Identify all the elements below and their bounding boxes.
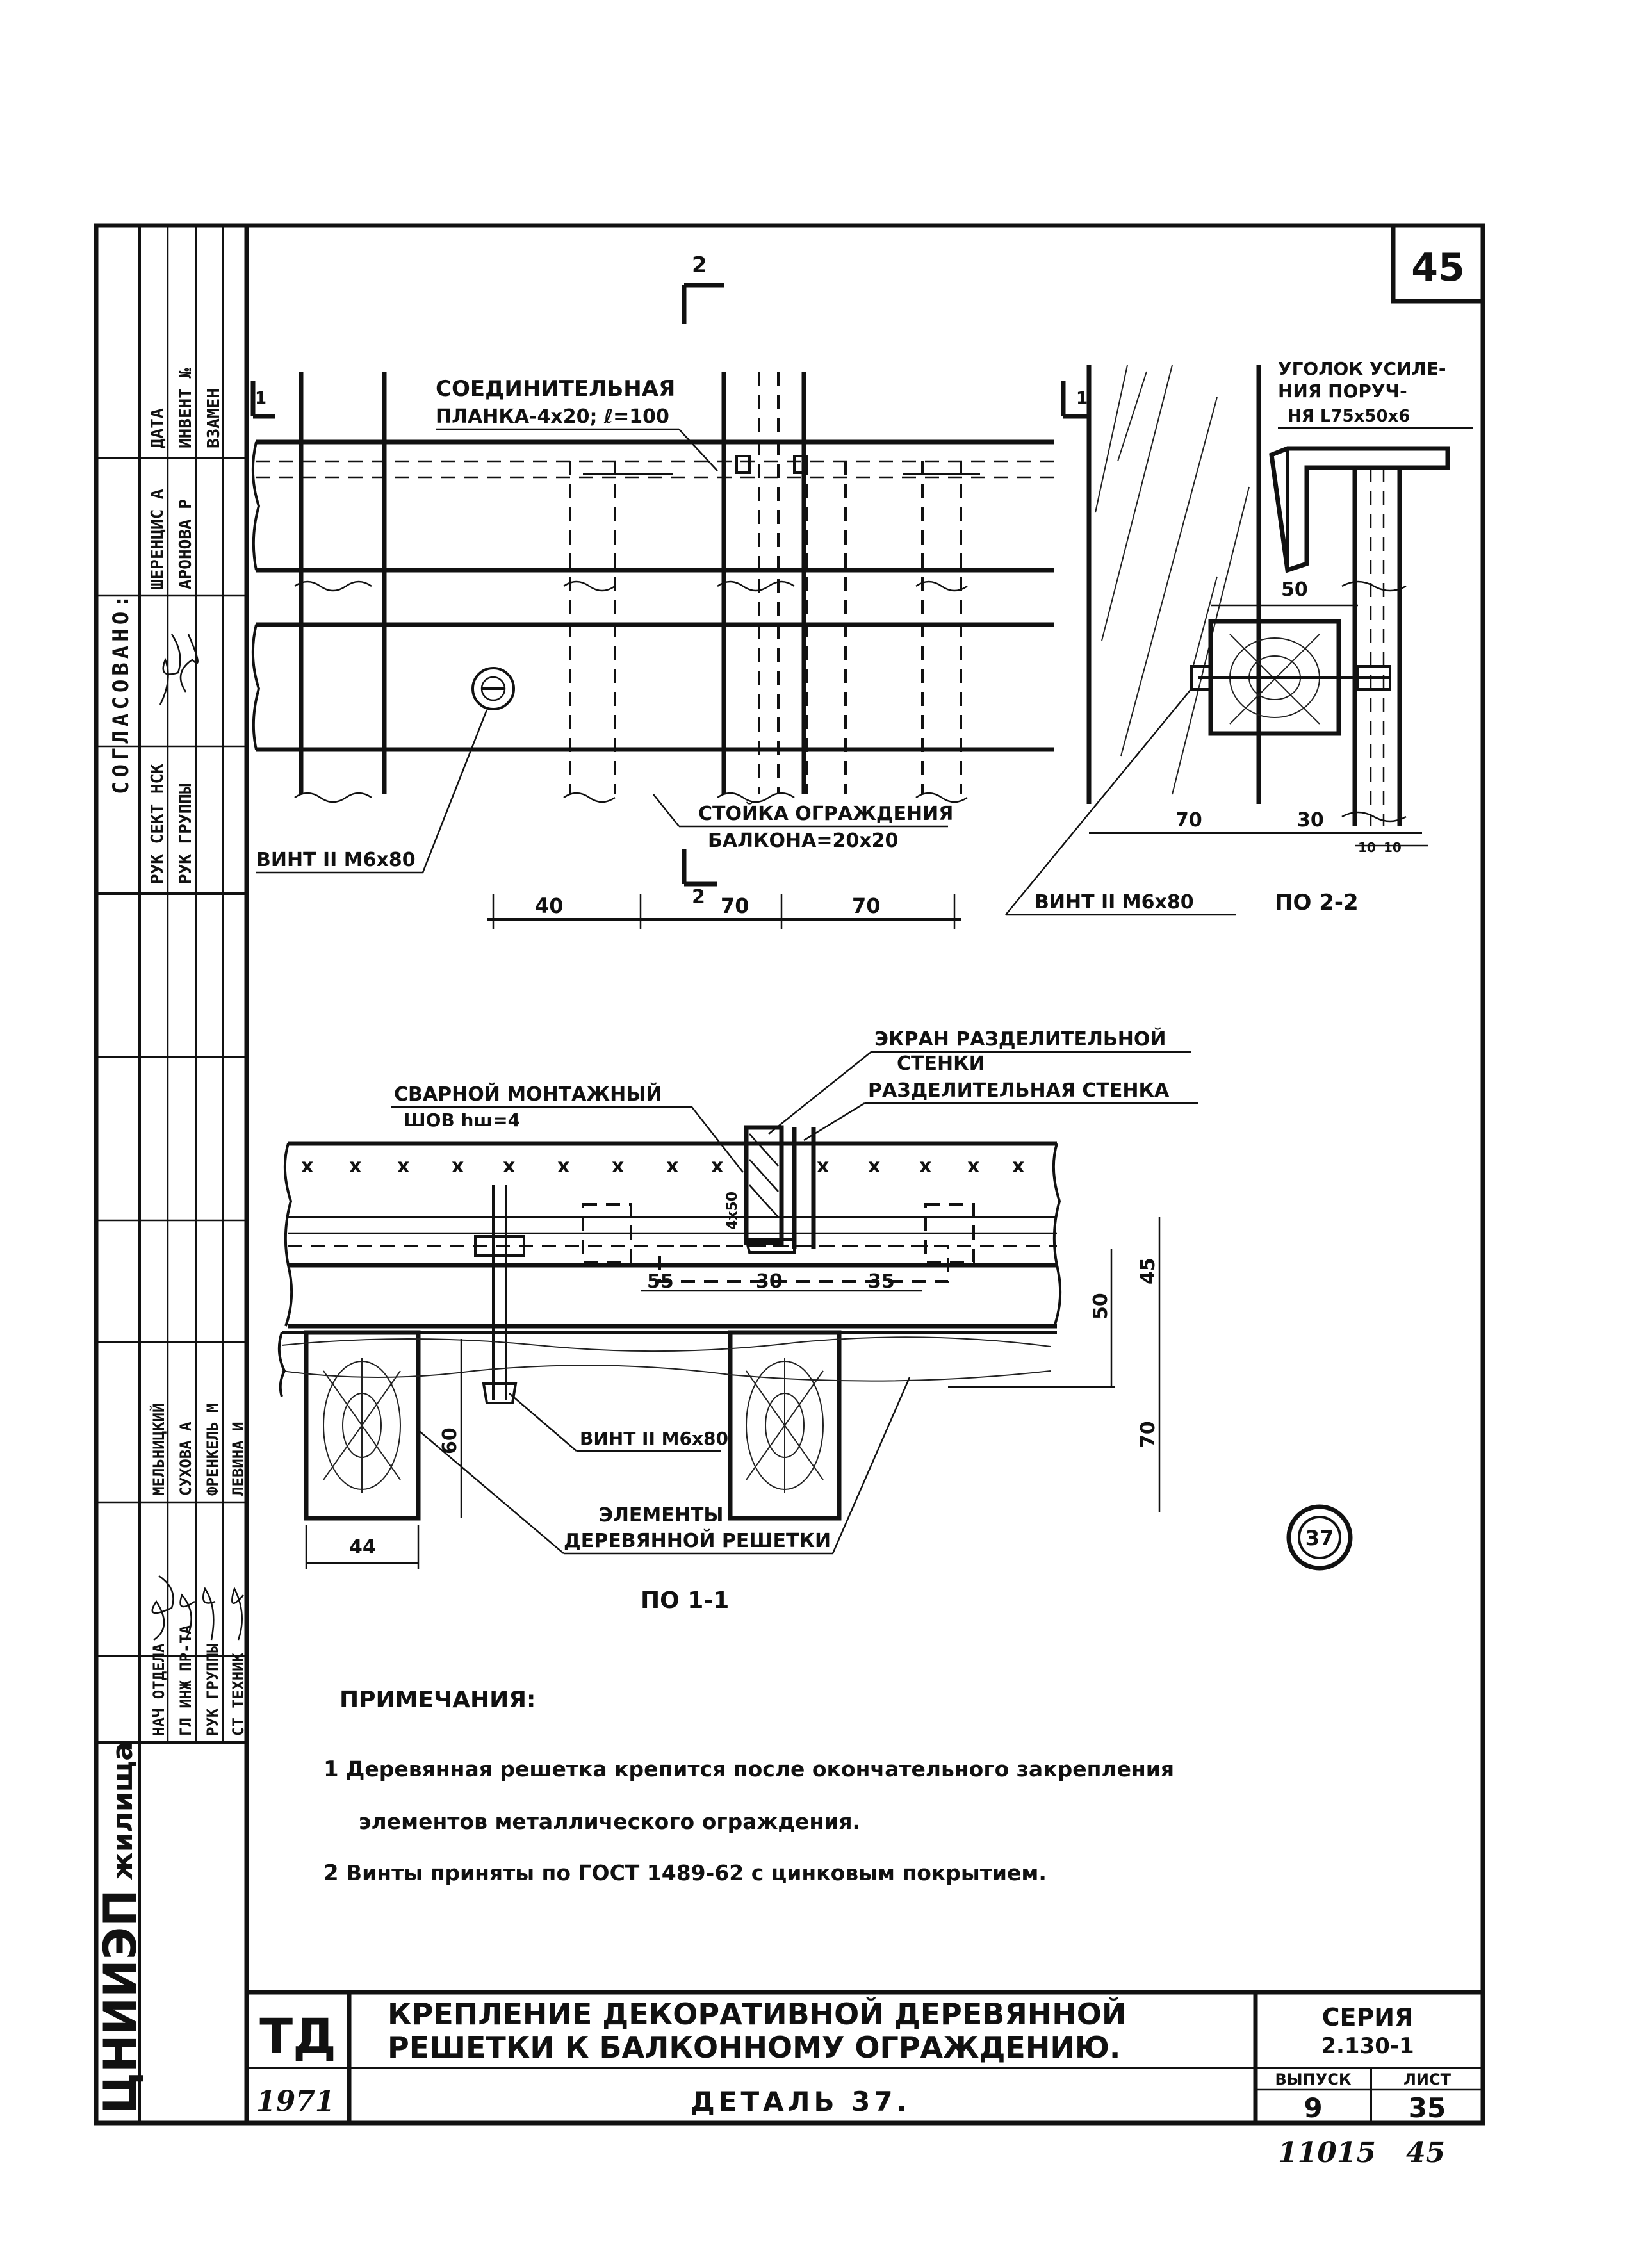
section1-screen-label-2: СТЕНКИ xyxy=(897,1053,985,1075)
section2-dim-top: 50 xyxy=(1281,578,1308,601)
plan-view xyxy=(253,252,1054,929)
section2-cut-mark: 1 xyxy=(1076,389,1088,408)
sheet-number-box xyxy=(1393,225,1483,301)
section1-weld-dim: 4x50 xyxy=(724,1191,740,1230)
plan-post-label-2: БАЛКОНА=20x20 xyxy=(708,830,899,852)
plan-section1-left: 1 xyxy=(255,389,267,408)
plan-dim-3: 70 xyxy=(852,894,881,918)
note-2-line-1: Винты приняты по ГОСТ 1489-62 с цинковым покрытием. xyxy=(346,1860,1047,1885)
section1-dim-45: 45 xyxy=(1137,1258,1159,1284)
plan-screw-label: ВИНТ II М6x80 xyxy=(256,849,416,871)
notes xyxy=(323,1687,1174,1886)
plan-dim-1: 40 xyxy=(535,894,564,918)
plan-plate-label-1: СОЕДИНИТЕЛЬНАЯ xyxy=(436,376,676,402)
section2-dim-left: 70 xyxy=(1175,809,1202,832)
detail-circle-number: 37 xyxy=(1305,1526,1334,1550)
section1-dim-60: 60 xyxy=(439,1427,461,1454)
svg-text:x: x xyxy=(503,1155,516,1177)
approval-role-2: РУК ГРУППЫ xyxy=(176,783,195,884)
issue-value: 9 xyxy=(1304,2092,1323,2124)
section2-caption: ПО 2-2 xyxy=(1275,890,1359,915)
svg-text:x: x xyxy=(301,1155,314,1177)
plan-plate-label-2: ПЛАНКА-4x20; ℓ=100 xyxy=(436,406,669,428)
section1-dim-35: 35 xyxy=(868,1270,895,1293)
plan-post-label-1: СТОЙКА ОГРАЖДЕНИЯ xyxy=(698,803,954,825)
approval-col-repl: ВЗАМЕН xyxy=(204,388,224,448)
svg-text:x: x xyxy=(1012,1155,1025,1177)
issue-label: ВЫПУСК xyxy=(1275,2070,1352,2088)
archive-number: 11015 xyxy=(1278,2136,1377,2169)
section1-weld-label-1: СВАРНОЙ МОНТАЖНЫЙ xyxy=(394,1083,662,1106)
plan-dim-2: 70 xyxy=(721,894,749,918)
staff-role-4: СТ ТЕХНИК xyxy=(229,1652,247,1736)
svg-text:x: x xyxy=(967,1155,980,1177)
title-line-1: КРЕПЛЕНИЕ ДЕКОРАТИВНОЙ ДЕРЕВЯННОЙ xyxy=(388,1997,1127,2031)
svg-text:x: x xyxy=(452,1155,464,1177)
title-detail: ДЕТАЛЬ 37. xyxy=(691,2086,911,2117)
staff-name-1: МЕЛЬНИЦКИЙ xyxy=(150,1403,168,1496)
approval-col-inv: ИНВЕНТ № xyxy=(176,368,195,448)
svg-text:x: x xyxy=(666,1155,679,1177)
series-value: 2.130-1 xyxy=(1321,2033,1414,2059)
approval-title: СОГЛАСОВАНО: xyxy=(108,591,134,794)
svg-text:x: x xyxy=(557,1155,570,1177)
staff-name-3: ФРЕНКЕЛЬ М xyxy=(204,1403,222,1496)
title-block xyxy=(247,1992,1483,2169)
note-1-num: 1 xyxy=(323,1757,339,1782)
svg-text:x: x xyxy=(612,1155,625,1177)
staff-role-1: НАЧ ОТДЕЛА xyxy=(150,1643,168,1736)
section2-angle-label-3: НЯ L75x50x6 xyxy=(1288,407,1411,426)
section1-elements-label-1: ЭЛЕМЕНТЫ xyxy=(599,1504,724,1527)
svg-text:x: x xyxy=(349,1155,362,1177)
approval-name-2: АРОНОВА Р xyxy=(176,499,195,589)
section1-elements-label-2: ДЕРЕВЯННОЙ РЕШЕТКИ xyxy=(564,1530,831,1552)
section1-wall-label: РАЗДЕЛИТЕЛЬНАЯ СТЕНКА xyxy=(868,1079,1170,1102)
staff-role-2: ГЛ ИНЖ ПР-ТА xyxy=(177,1625,195,1736)
note-1-line-2: элементов металлического ограждения. xyxy=(359,1809,861,1834)
series-label: СЕРИЯ xyxy=(1321,2003,1414,2031)
stamp-org-suffix: жилища xyxy=(106,1741,139,1880)
title-line-2: РЕШЕТКИ К БАЛКОННОМУ ОГРАЖДЕНИЮ. xyxy=(388,2030,1121,2065)
staff-role-3: РУК ГРУППЫ xyxy=(204,1643,222,1736)
svg-text:x: x xyxy=(711,1155,724,1177)
staff-name-2: СУХОВА А xyxy=(177,1422,195,1496)
left-stamp xyxy=(94,225,247,2123)
section1-screen-label-1: ЭКРАН РАЗДЕЛИТЕЛЬНОЙ xyxy=(874,1028,1166,1051)
section1-weld-label-2: ШОВ hш=4 xyxy=(404,1110,521,1131)
section2-dim-small-b: 10 xyxy=(1384,840,1402,855)
section1-screw-label: ВИНТ II М6x80 xyxy=(580,1428,729,1449)
notes-title: ПРИМЕЧАНИЯ: xyxy=(339,1687,536,1713)
approval-col-date: ДАТА xyxy=(148,408,167,448)
section2-angle-label-2: НИЯ ПОРУЧ- xyxy=(1278,381,1407,402)
note-1-line-1: Деревянная решетка крепится после окончательного закрепления xyxy=(346,1757,1175,1782)
section1-dim-50: 50 xyxy=(1090,1293,1112,1320)
section-1-1 xyxy=(279,1028,1350,1614)
sheet-value: 35 xyxy=(1408,2092,1446,2124)
section1-dim-44: 44 xyxy=(349,1536,376,1559)
svg-text:x: x xyxy=(868,1155,881,1177)
section2-dim-small-a: 10 xyxy=(1358,840,1376,855)
sheet-number: 45 xyxy=(1411,245,1465,290)
stamp-org-short: ЦНИИЭП xyxy=(94,1889,147,2114)
svg-text:x: x xyxy=(919,1155,932,1177)
section1-dim-55: 55 xyxy=(647,1270,674,1293)
section1-dim-70: 70 xyxy=(1137,1421,1159,1448)
title-code: ТД xyxy=(259,2008,336,2065)
archive-page: 45 xyxy=(1406,2136,1446,2169)
section2-angle-label-1: УГОЛОК УСИЛЕ- xyxy=(1278,358,1446,379)
weld-marks xyxy=(301,1155,1024,1177)
plan-cut-mark-top: 2 xyxy=(692,252,707,278)
section-2-2 xyxy=(1006,358,1473,915)
svg-text:x: x xyxy=(397,1155,410,1177)
svg-text:x: x xyxy=(817,1155,830,1177)
sheet-label: ЛИСТ xyxy=(1403,2070,1452,2088)
title-year: 1971 xyxy=(256,2085,335,2118)
staff-name-4: ЛЕВИНА И xyxy=(229,1422,247,1496)
section1-caption: ПО 1-1 xyxy=(641,1587,730,1614)
section1-dim-30: 30 xyxy=(756,1270,783,1293)
section2-dim-right: 30 xyxy=(1297,809,1324,832)
section2-screw-label: ВИНТ II М6x80 xyxy=(1035,891,1194,914)
plan-cut-mark-bottom: 2 xyxy=(692,886,705,908)
note-2-num: 2 xyxy=(323,1860,339,1886)
approval-name-1: ШЕРЕНЦИС А xyxy=(148,489,167,589)
approval-role-1: РУК СЕКТ НСК xyxy=(148,764,167,884)
